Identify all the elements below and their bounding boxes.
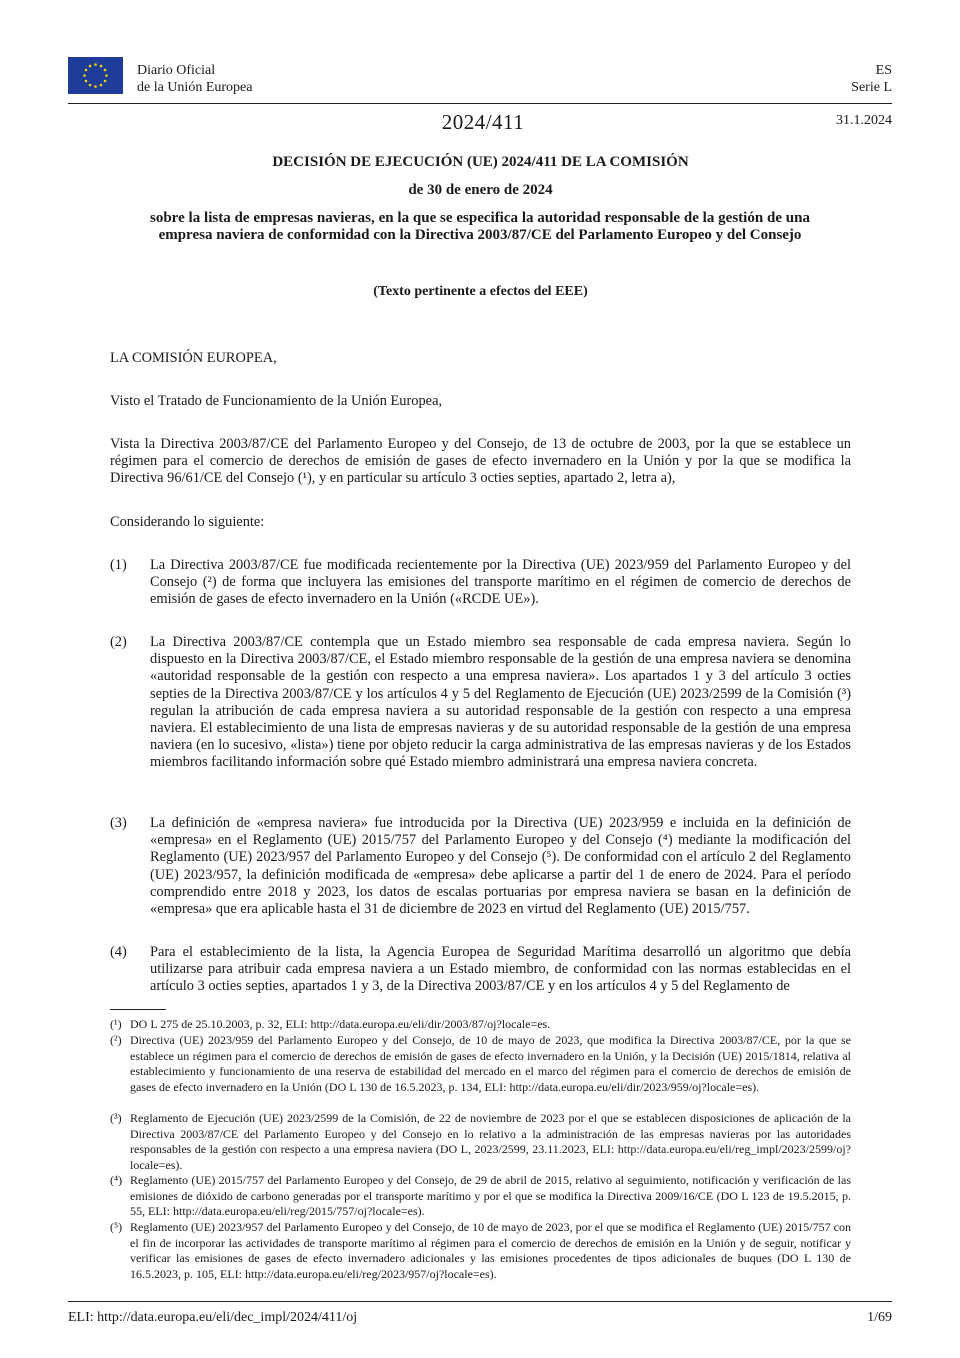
- recital-number: (1): [110, 557, 127, 573]
- footnote-text: Reglamento (UE) 2023/957 del Parlamento Europeo y del Consejo, de 10 de mayo de 2023, por el que se modifica el Reglamento (UE) 2015/757 con el fin de incorporar las actividades de transporte marítimo al régimen para el comercio de derechos de emisión en la Unión y de seguir, notificar y verificar las emisiones de gases de efecto invernadero adicionales y las emisiones procedentes de tipos adicionales de buques (DO L 130 de 16.5.2023, p. 105, ELI: http://data.europa.eu/eli/reg/2023/957/oj?locale=es).: [130, 1220, 851, 1281]
- recital-number: (3): [110, 815, 127, 831]
- journal-title-line1: Diario Oficial: [137, 63, 216, 78]
- flag-star: [100, 84, 103, 87]
- footnote-number: (³): [110, 1111, 122, 1125]
- flag-star: [89, 65, 92, 68]
- decision-date: de 30 de enero de 2024: [408, 182, 553, 198]
- eli-link[interactable]: ELI: http://data.europa.eu/eli/dec_impl/2024/411/oj: [68, 1310, 358, 1325]
- footer-rule: [68, 1301, 892, 1302]
- flag-star: [85, 80, 88, 83]
- language-code: ES: [875, 63, 892, 78]
- footnote-number: (¹): [110, 1017, 122, 1031]
- flag-star: [104, 80, 107, 83]
- recital-number: (2): [110, 634, 127, 650]
- recital-text: La Directiva 2003/87/CE fue modificada recientemente por la Directiva (UE) 2023/959 del Parlamento Europeo y del Consejo (²) de forma que incluyera las emisiones del transporte marítimo en el régimen de comercio de derechos de emisión de gases de efecto invernadero en la Unión («RCDE UE»).: [150, 557, 851, 608]
- footnote-rule: [110, 1009, 166, 1010]
- eea-relevance: (Texto pertinente a efectos del EEE): [373, 284, 588, 299]
- flag-star: [104, 69, 107, 72]
- footnote-text: DO L 275 de 25.10.2003, p. 32, ELI: http://data.europa.eu/eli/dir/2003/87/oj?locale=es.: [130, 1017, 551, 1031]
- visto-clause: Visto el Tratado de Funcionamiento de la Unión Europea,: [110, 393, 443, 409]
- flag-star: [85, 69, 88, 72]
- considerando-heading: Considerando lo siguiente:: [110, 514, 265, 530]
- flag-star: [94, 85, 97, 88]
- flag-star: [105, 74, 108, 77]
- vista-clause: Vista la Directiva 2003/87/CE del Parlamento Europeo y del Consejo, de 13 de octubre de 2003, por la que se establece un régimen para el comercio de derechos de emisión de gases de efecto invernadero en la Unión y por la que se modifica la Directiva 96/61/CE del Consejo (¹), y en particular su artículo 3 octies septies, apartado 2, letra a),: [110, 436, 851, 487]
- language-series: [851, 62, 892, 96]
- flag-star: [89, 84, 92, 87]
- recital-text: Para el establecimiento de la lista, la Agencia Europea de Seguridad Marítima desarrolló un algoritmo que debía utilizarse para atribuir cada empresa naviera a un Estado miembro, de conformidad con las normas establecidas en el artículo 3 octies septies, apartados 1 y 3, de la Directiva 2003/87/CE y en los artículos 4 y 5 del Reglamento de: [150, 944, 851, 995]
- decision-title: DECISIÓN DE EJECUCIÓN (UE) 2024/411 DE LA COMISIÓN: [272, 154, 689, 170]
- footnote-text: Reglamento de Ejecución (UE) 2023/2599 de la Comisión, de 22 de noviembre de 2023 por el que se establecen disposiciones de aplicación de la Directiva 2003/87/CE del Parlamento Europeo y del Consejo en lo relativo a la administración de las empresas navieras por las autoridades responsables de la gestión con respecto a una empresa naviera (DO L, 2023/2599, 23.11.2023, ELI: http://data.europa.eu/eli/reg_impl/2023/2599/oj?locale=es).: [130, 1111, 851, 1172]
- commission-heading: LA COMISIÓN EUROPEA,: [110, 350, 277, 366]
- footnote-text: Directiva (UE) 2023/959 del Parlamento Europeo y del Consejo, de 10 de mayo de 2023, que modifica la Directiva 2003/87/CE, por la que se establece un régimen para el comercio de derechos de emisión de gases de efecto invernadero en la Unión, y la Decisión (UE) 2015/1814, relativa al establecimiento y funcionamiento de una reserva de estabilidad del mercado en el marco del régimen para el comercio de derechos de emisión de gases de efecto invernadero en la Unión (DO L 130 de 16.5.2023, p. 134, ELI: http://data.europa.eu/eli/dir/2023/959/oj?locale=es).: [130, 1033, 851, 1094]
- series-label: Serie L: [851, 80, 892, 95]
- flag-star: [100, 65, 103, 68]
- footnote-text: Reglamento (UE) 2015/757 del Parlamento Europeo y del Consejo, de 29 de abril de 2015, relativo al seguimiento, notificación y verificación de las emisiones de dióxido de carbono generadas por el transporte marítimo y por el que se modifica la Directiva 2009/16/CE (DO L 123 de 19.5.2015, p. 55, ELI: http://data.europa.eu/eli/reg/2015/757/oj?locale=es).: [130, 1173, 851, 1219]
- eu-flag-icon: [68, 57, 123, 94]
- recital-number: (4): [110, 944, 127, 960]
- decision-subject: sobre la lista de empresas navieras, en la que se especifica la autoridad responsable de la gestión de una empresa naviera de conformidad con la Directiva 2003/87/CE del Parlamento Europeo y del Consejo: [150, 210, 810, 243]
- page-number: 1/69: [867, 1310, 892, 1325]
- recital-text: La Directiva 2003/87/CE contempla que un Estado miembro sea responsable de cada empresa naviera. Según lo dispuesto en la Directiva 2003/87/CE, el Estado miembro responsable de la gestión de una empresa naviera se denomina «autoridad responsable de la gestión con respecto a una empresa naviera». Los apartados 1 y 3 del artículo 3 octies septies de la Directiva 2003/87/CE y los artículos 4 y 5 del Reglamento de Ejecución (UE) 2023/2599 de la Comisión (³) regulan la atribución de cada empresa naviera a su autoridad responsable de la gestión con respecto a una empresa naviera. El establecimiento de una lista de empresas navieras y de su autoridad responsable de la gestión de una empresa naviera (en lo sucesivo, «lista») tiene por objeto reducir la carga administrativa de las empresas navieras y de los Estados miembros facilitando información sobre qué Estado miembro administrará una empresa naviera concreta.: [150, 634, 851, 771]
- footnote-number: (⁴): [110, 1173, 123, 1187]
- journal-title-line2: de la Unión Europea: [137, 80, 253, 95]
- footnote-number: (²): [110, 1033, 122, 1047]
- footnote-number: (⁵): [110, 1220, 123, 1234]
- document-number: 2024/411: [441, 110, 525, 134]
- journal-title: [137, 62, 252, 96]
- flag-star: [83, 74, 86, 77]
- publication-date: 31.1.2024: [836, 113, 892, 128]
- flag-star: [94, 63, 97, 66]
- header-rule: [68, 103, 892, 104]
- recital-text: La definición de «empresa naviera» fue introducida por la Directiva (UE) 2023/959 e incluida en la definición de «empresa» en el Reglamento (UE) 2015/757 del Parlamento Europeo y del Consejo (⁴) mediante la modificación del Reglamento (UE) 2023/957 del Parlamento Europeo y del Consejo (⁵). De conformidad con el artículo 2 del Reglamento (UE) 2023/957, la definición modificada de «empresa» debe aplicarse a partir del 1 de enero de 2024. Para el período comprendido entre 2018 y 2023, los datos de escalas portuarias por empresa naviera se basan en la definición de «empresa» que era aplicable hasta el 31 de diciembre de 2023 en virtud del Reglamento (UE) 2015/757.: [150, 815, 851, 918]
